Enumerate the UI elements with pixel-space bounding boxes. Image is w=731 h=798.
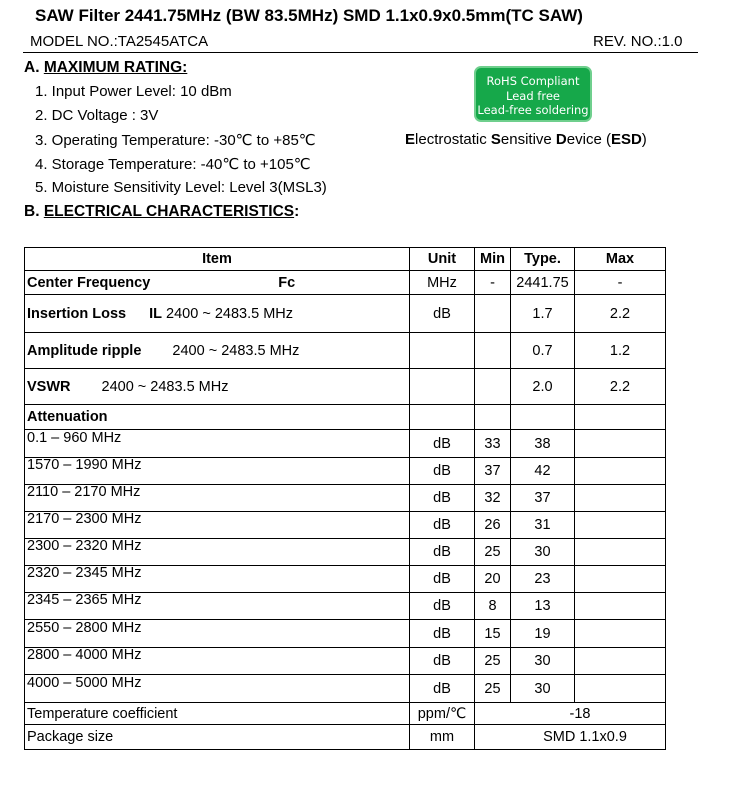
attenuation-unit: dB: [410, 648, 475, 675]
attenuation-min: 32: [475, 485, 511, 512]
table-row-attenuation: [25, 512, 666, 539]
attenuation-unit: dB: [410, 593, 475, 620]
vswr-unit: [410, 369, 475, 405]
amplitude-ripple-unit: [410, 333, 475, 369]
rohs-line: Lead-free soldering: [477, 103, 589, 117]
amplitude-ripple-cell: [25, 333, 410, 369]
section-b-heading: [24, 203, 299, 221]
section-b-prefix: B.: [24, 203, 40, 220]
section-a-heading: [24, 59, 187, 77]
attenuation-range: [25, 648, 410, 675]
table-row-vswr: [25, 369, 666, 405]
header-unit: Unit: [410, 248, 475, 271]
attenuation-range: [25, 485, 410, 512]
attenuation-min: 25: [475, 539, 511, 566]
header-item: Item: [25, 248, 410, 271]
attenuation-typ: 19: [511, 620, 575, 648]
attenuation-min: 37: [475, 458, 511, 485]
attenuation-range-text: 2170 – 2300 MHz: [27, 511, 142, 527]
header-min: Min: [475, 248, 511, 271]
attenuation-min: 20: [475, 566, 511, 593]
attenuation-max: [575, 539, 666, 566]
insertion-loss-cell: [25, 295, 410, 333]
attenuation-empty: [410, 405, 475, 430]
attenuation-max: [575, 485, 666, 512]
package-size-value: SMD 1.1x0.9: [475, 725, 666, 750]
vswr-min: [475, 369, 511, 405]
center-frequency-typ: 2441.75: [511, 271, 575, 295]
attenuation-unit: dB: [410, 430, 475, 458]
insertion-loss-typ: 1.7: [511, 295, 575, 333]
table-row-package-size: [25, 725, 666, 750]
attenuation-range-text: 2800 – 4000 MHz: [27, 647, 142, 663]
table-row-attenuation: [25, 539, 666, 566]
center-frequency-min: -: [475, 271, 511, 295]
center-frequency-cell: [25, 271, 410, 295]
rating-item: 1. Input Power Level: 10 dBm: [35, 83, 232, 100]
temperature-coefficient-value: -18: [475, 703, 666, 725]
attenuation-min: 25: [475, 675, 511, 703]
attenuation-max: [575, 458, 666, 485]
vswr-cell: [25, 369, 410, 405]
rating-item: 2. DC Voltage : 3V: [35, 107, 159, 124]
attenuation-typ: 30: [511, 539, 575, 566]
rating-item: 4. Storage Temperature: -40℃ to +105℃: [35, 156, 311, 173]
table-row-temperature-coefficient: [25, 703, 666, 725]
attenuation-unit: dB: [410, 485, 475, 512]
table-row-attenuation: [25, 430, 666, 458]
attenuation-max: [575, 648, 666, 675]
attenuation-range: [25, 620, 410, 648]
attenuation-max: [575, 675, 666, 703]
esd-letter-e: E: [405, 131, 416, 148]
attenuation-range-text: 1570 – 1990 MHz: [27, 457, 142, 473]
esd-text: ensitive: [500, 131, 556, 148]
attenuation-range: [25, 675, 410, 703]
table-row-amplitude-ripple: [25, 333, 666, 369]
attenuation-empty: [511, 405, 575, 430]
esd-letter-s: S: [490, 131, 501, 148]
vswr-max: 2.2: [575, 369, 666, 405]
attenuation-range-text: 4000 – 5000 MHz: [27, 674, 142, 691]
amplitude-ripple-label: Amplitude ripple: [27, 342, 142, 359]
table-row-attenuation-heading: [25, 405, 666, 430]
esd-letter-d: D: [555, 131, 567, 148]
vswr-typ: 2.0: [511, 369, 575, 405]
header-typ: Type.: [511, 248, 575, 271]
section-b-title: ELECTRICAL CHARACTERISTICS: [43, 203, 295, 220]
table-row-attenuation: [25, 593, 666, 620]
amplitude-ripple-range: 2400 ~ 2483.5 MHz: [172, 342, 300, 359]
attenuation-typ: 30: [511, 648, 575, 675]
insertion-loss-unit: dB: [410, 295, 475, 333]
attenuation-max: [575, 620, 666, 648]
attenuation-label: Attenuation: [25, 405, 410, 430]
rating-item: 5. Moisture Sensitivity Level: Level 3(MSL3): [35, 179, 327, 196]
table-row-attenuation: [25, 566, 666, 593]
insertion-loss-min: [475, 295, 511, 333]
attenuation-min: 26: [475, 512, 511, 539]
esd-text: evice (: [566, 131, 611, 148]
attenuation-range-text: 2320 – 2345 MHz: [27, 565, 142, 581]
table-header-row: [25, 248, 666, 271]
attenuation-unit: dB: [410, 675, 475, 703]
rating-item: 3. Operating Temperature: -30℃ to +85℃: [35, 132, 316, 149]
attenuation-range: [25, 566, 410, 593]
center-frequency-max: -: [575, 271, 666, 295]
attenuation-max: [575, 512, 666, 539]
attenuation-range-text: 0.1 – 960 MHz: [27, 429, 122, 446]
attenuation-range-text: 2345 – 2365 MHz: [27, 592, 142, 608]
attenuation-typ: 37: [511, 485, 575, 512]
attenuation-max: [575, 593, 666, 620]
electrical-characteristics-table: [24, 247, 666, 750]
attenuation-min: 8: [475, 593, 511, 620]
center-frequency-label: Center Frequency: [27, 274, 151, 291]
section-a-title: MAXIMUM RATING:: [43, 59, 188, 76]
attenuation-typ: 13: [511, 593, 575, 620]
attenuation-range: [25, 539, 410, 566]
header-divider: [23, 52, 698, 53]
attenuation-empty: [575, 405, 666, 430]
attenuation-typ: 30: [511, 675, 575, 703]
section-b-colon: :: [294, 203, 300, 220]
amplitude-ripple-max: 1.2: [575, 333, 666, 369]
esd-text: lectrostatic: [415, 131, 491, 148]
revision-number: REV. NO.:1.0: [593, 33, 683, 50]
amplitude-ripple-typ: 0.7: [511, 333, 575, 369]
attenuation-range: [25, 458, 410, 485]
attenuation-typ: 31: [511, 512, 575, 539]
attenuation-empty: [475, 405, 511, 430]
attenuation-range: [25, 430, 410, 458]
esd-text: ): [641, 131, 647, 148]
insertion-loss-symbol: IL: [149, 305, 162, 322]
vswr-range: 2400 ~ 2483.5 MHz: [101, 378, 229, 395]
attenuation-range: [25, 512, 410, 539]
rohs-line: RoHS Compliant: [486, 74, 580, 88]
temperature-coefficient-unit: ppm/℃: [410, 703, 475, 725]
table-row-attenuation: [25, 485, 666, 512]
vswr-label: VSWR: [27, 378, 71, 395]
attenuation-min: 15: [475, 620, 511, 648]
attenuation-range: [25, 593, 410, 620]
section-a-prefix: A.: [24, 59, 40, 76]
rohs-compliant-badge: [474, 66, 592, 122]
temperature-coefficient-label: Temperature coefficient: [25, 703, 410, 725]
attenuation-typ: 23: [511, 566, 575, 593]
attenuation-unit: dB: [410, 512, 475, 539]
attenuation-range-text: 2300 – 2320 MHz: [27, 538, 142, 554]
center-frequency-unit: MHz: [410, 271, 475, 295]
amplitude-ripple-min: [475, 333, 511, 369]
attenuation-unit: dB: [410, 458, 475, 485]
attenuation-range-text: 2550 – 2800 MHz: [27, 619, 142, 636]
attenuation-range-text: 2110 – 2170 MHz: [27, 484, 141, 500]
attenuation-unit: dB: [410, 620, 475, 648]
attenuation-min: 25: [475, 648, 511, 675]
attenuation-unit: dB: [410, 539, 475, 566]
center-frequency-symbol: Fc: [278, 274, 296, 291]
table-row-attenuation: [25, 458, 666, 485]
attenuation-unit: dB: [410, 566, 475, 593]
table-row-insertion-loss: [25, 295, 666, 333]
header-max: Max: [575, 248, 666, 271]
rohs-line: Lead free: [506, 88, 560, 103]
attenuation-max: [575, 566, 666, 593]
table-row-attenuation: [25, 648, 666, 675]
insertion-loss-label: Insertion Loss: [27, 305, 127, 322]
table-row-attenuation: [25, 675, 666, 703]
table-row-attenuation: [25, 620, 666, 648]
model-number: MODEL NO.:TA2545ATCA: [30, 33, 209, 50]
document-title: SAW Filter 2441.75MHz (BW 83.5MHz) SMD 1.1x0.9x0.5mm(TC SAW): [35, 6, 583, 25]
attenuation-min: 33: [475, 430, 511, 458]
insertion-loss-max: 2.2: [575, 295, 666, 333]
attenuation-typ: 42: [511, 458, 575, 485]
attenuation-typ: 38: [511, 430, 575, 458]
insertion-loss-range: 2400 ~ 2483.5 MHz: [166, 305, 293, 322]
table-row-center-frequency: [25, 271, 666, 295]
esd-abbreviation: ESD: [610, 131, 642, 148]
package-size-unit: mm: [410, 725, 475, 750]
attenuation-max: [575, 430, 666, 458]
esd-notice: [405, 131, 647, 148]
package-size-label: Package size: [25, 725, 410, 750]
